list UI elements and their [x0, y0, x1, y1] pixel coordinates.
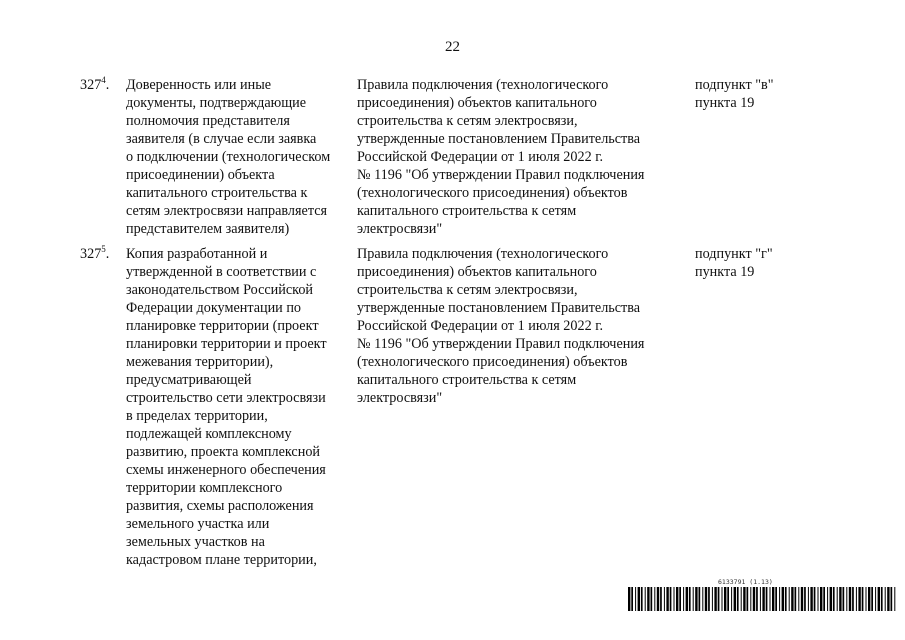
- item-number: [80, 76, 109, 94]
- text-line: межевания территории),: [126, 354, 274, 370]
- text-line: электросвязи": [357, 390, 443, 406]
- item-number: [80, 245, 109, 263]
- document-cell: [126, 76, 358, 238]
- legal-basis-cell: [357, 245, 677, 407]
- text-line: № 1196 "Об утверждении Правил подключения: [357, 336, 645, 352]
- text-line: Доверенность или иные: [126, 77, 272, 93]
- text-line: № 1196 "Об утверждении Правил подключения: [357, 167, 645, 183]
- item-number-sup: 4: [101, 75, 106, 85]
- document-cell: [126, 245, 358, 569]
- text-line: о подключении (технологическом: [126, 149, 331, 165]
- text-line: планировки территории и проект: [126, 336, 327, 352]
- text-line: присоединения) объектов капитального: [357, 264, 597, 280]
- text-line: законодательством Российской: [126, 282, 314, 298]
- legal-basis-cell: [357, 76, 677, 238]
- text-line: (технологического присоединения) объектов: [357, 354, 628, 370]
- text-line: присоединения) объектов капитального: [357, 95, 597, 111]
- text-line: пункта 19: [695, 95, 755, 111]
- text-line: строительство сети электросвязи: [126, 390, 326, 406]
- document-barcode: [628, 578, 898, 614]
- text-line: подлежащей комплексному: [126, 426, 292, 442]
- text-line: предусматривающей: [126, 372, 252, 388]
- item-number-sup: 5: [101, 244, 106, 254]
- item-number-main: 327: [80, 77, 102, 93]
- item-number-suffix: .: [105, 246, 110, 262]
- barcode-icon: [628, 587, 898, 611]
- text-line: утвержденной в соответствии с: [126, 264, 317, 280]
- clause-cell: [695, 245, 805, 281]
- text-line: пункта 19: [695, 264, 755, 280]
- text-line: Федерации документации по: [126, 300, 302, 316]
- barcode-label: 6133791 (1.13): [718, 578, 773, 586]
- text-line: (технологического присоединения) объектов: [357, 185, 628, 201]
- text-line: сетям электросвязи направляется: [126, 203, 328, 219]
- text-line: представителем заявителя): [126, 221, 290, 237]
- text-line: кадастровом плане территории,: [126, 552, 317, 568]
- text-line: развития, схемы расположения: [126, 498, 314, 514]
- text-line: подпункт "г": [695, 246, 773, 262]
- text-line: планировке территории (проект: [126, 318, 319, 334]
- text-line: полномочия представителя: [126, 113, 290, 129]
- text-line: схемы инженерного обеспечения: [126, 462, 326, 478]
- text-line: строительства к сетям электросвязи,: [357, 282, 578, 298]
- item-number-main: 327: [80, 246, 102, 262]
- text-line: Копия разработанной и: [126, 246, 268, 262]
- text-line: в пределах территории,: [126, 408, 268, 424]
- text-line: земельного участка или: [126, 516, 270, 532]
- text-line: Правила подключения (технологического: [357, 246, 609, 262]
- text-line: электросвязи": [357, 221, 443, 237]
- text-line: Правила подключения (технологического: [357, 77, 609, 93]
- item-number-suffix: .: [105, 77, 110, 93]
- text-line: территории комплексного: [126, 480, 283, 496]
- text-line: присоединении) объекта: [126, 167, 275, 183]
- text-line: Российской Федерации от 1 июля 2022 г.: [357, 318, 603, 334]
- text-line: капитального строительства к сетям: [357, 203, 577, 219]
- text-line: заявителя (в случае если заявка: [126, 131, 317, 147]
- text-line: документы, подтверждающие: [126, 95, 307, 111]
- text-line: строительства к сетям электросвязи,: [357, 113, 578, 129]
- text-line: утвержденные постановлением Правительства: [357, 300, 641, 316]
- text-line: развитию, проекта комплексной: [126, 444, 321, 460]
- text-line: подпункт "в": [695, 77, 774, 93]
- text-line: капитального строительства к: [126, 185, 308, 201]
- clause-cell: [695, 76, 805, 112]
- text-line: утвержденные постановлением Правительства: [357, 131, 641, 147]
- text-line: Российской Федерации от 1 июля 2022 г.: [357, 149, 603, 165]
- text-line: земельных участков на: [126, 534, 265, 550]
- text-line: капитального строительства к сетям: [357, 372, 577, 388]
- page-number: 22: [445, 39, 460, 55]
